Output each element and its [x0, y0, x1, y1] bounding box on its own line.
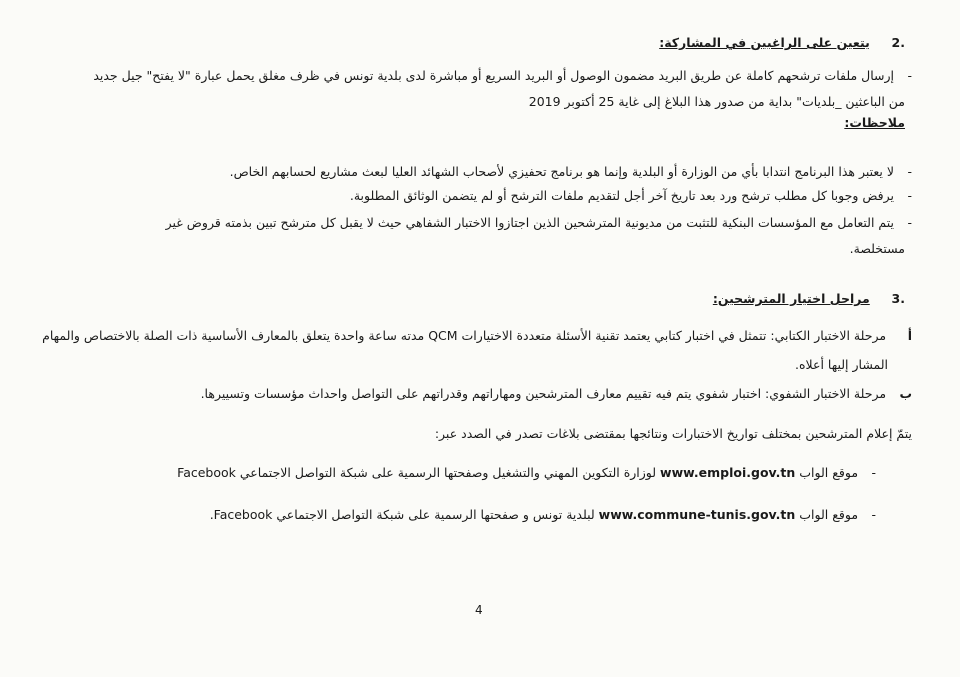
- stage-a-line2: [40, 355, 888, 375]
- section2-item-line2: [40, 92, 905, 112]
- stage-a-text2: المشار إليها أعلاه.: [795, 357, 888, 372]
- section3-heading: مراحل اختيار المترشحين:: [712, 291, 870, 306]
- note-text-3b: مستخلصة.: [849, 241, 905, 256]
- stage-b-label: مرحلة الاختبار الشفوي:: [765, 386, 887, 401]
- site-1-url: www.emploi.gov.tn: [660, 465, 796, 480]
- section3-number: .3: [891, 291, 905, 306]
- site-2-url: www.commune-tunis.gov.tn: [598, 507, 796, 522]
- note-item-3-line2: [40, 239, 905, 259]
- section2-heading-row: [40, 33, 905, 53]
- note-text-2: يرفض وجوبا كل مطلب ترشح ورد بعد تاريخ آخر أجل لتقديم ملفات الترشح أو لم يتضمن الوثائق المطلوبة.: [349, 188, 895, 203]
- site-2-prefix: موقع الواب: [799, 507, 859, 522]
- note-text-3a: يتم التعامل مع المؤسسات البنكية للتثبت من مديونية المترشحين الذين اجتازوا الاختبار الشفاهي حيث لا يقبل كل مترشح تبين بذمته قروض غير: [165, 215, 895, 230]
- site-item-1: [40, 463, 876, 483]
- bullet: -: [907, 164, 912, 179]
- section2-item-text1: إرسال ملفات ترشحهم كاملة عن طريق البريد مضمون الوصول أو البريد السريع أو مباشرة لدى بلدية تونس في ظرف مغلق يحمل عبارة "لا يفتح" جيل جديد: [93, 68, 895, 83]
- notes-heading: ملاحظات:: [844, 115, 905, 130]
- bullet: -: [907, 188, 912, 203]
- bullet: -: [871, 507, 876, 522]
- bullet: -: [907, 68, 912, 83]
- note-text-1: لا يعتبر هذا البرنامج انتدابا بأي من الوزارة أو البلدية وإنما هو برنامج تحفيزي لأصحاب الشهائد العليا لبعث مشاريع لحسابهم الخاص.: [229, 164, 895, 179]
- bullet: -: [907, 215, 912, 230]
- site-2-suffix: لبلدية تونس و صفحتها الرسمية على شبكة التواصل الاجتماعي Facebook.: [209, 507, 595, 522]
- stage-marker: أ: [907, 328, 912, 343]
- section3-heading-row: [40, 289, 905, 309]
- section2-item-text2: من الباعثين _بلديات" بداية من صدور هذا البلاغ إلى غاية 25 أكتوبر 2019: [528, 94, 905, 109]
- site-item-2: [40, 505, 876, 525]
- section2-heading: يتعين على الراغبين في المشاركة:: [659, 35, 870, 50]
- bullet: -: [871, 465, 876, 480]
- site-1-suffix: لوزارة التكوين المهني والتشغيل وصفحتها الرسمية على شبكة التواصل الاجتماعي Facebook: [177, 465, 657, 480]
- section2-item-line1: [40, 66, 912, 86]
- site-1-prefix: موقع الواب: [799, 465, 859, 480]
- stage-marker: ب: [899, 386, 912, 401]
- stage-b-text: اختبار شفوي يتم فيه تقييم معارف المترشحين ومهاراتهم وقدراتهم على التواصل واحداث مؤسسات وتسييرها.: [200, 386, 762, 401]
- notes-heading-row: [40, 113, 905, 133]
- note-item-1: [40, 162, 912, 182]
- section2-number: .2: [891, 35, 905, 50]
- inform-text-row: [40, 424, 912, 444]
- stage-a-line1: [40, 326, 912, 346]
- inform-text: يتمّ إعلام المترشحين بمختلف تواريخ الاختبارات ونتائجها بمقتضى بلاغات تصدر في الصدد عبر:: [434, 426, 912, 441]
- note-item-2: [40, 186, 912, 206]
- note-item-3-line1: [40, 213, 912, 233]
- stage-a-text: تتمثل في اختبار كتابي يعتمد تقنية الأسئلة متعددة الاختيارات QCM مدته ساعة واحدة يتعلق بالمعارف الأساسية ذات الصلة بالاختصاص والمهام: [42, 328, 767, 343]
- page-number: 4: [475, 603, 483, 617]
- stage-b: [40, 384, 912, 404]
- stage-a-label: مرحلة الاختبار الكتابي:: [770, 328, 887, 343]
